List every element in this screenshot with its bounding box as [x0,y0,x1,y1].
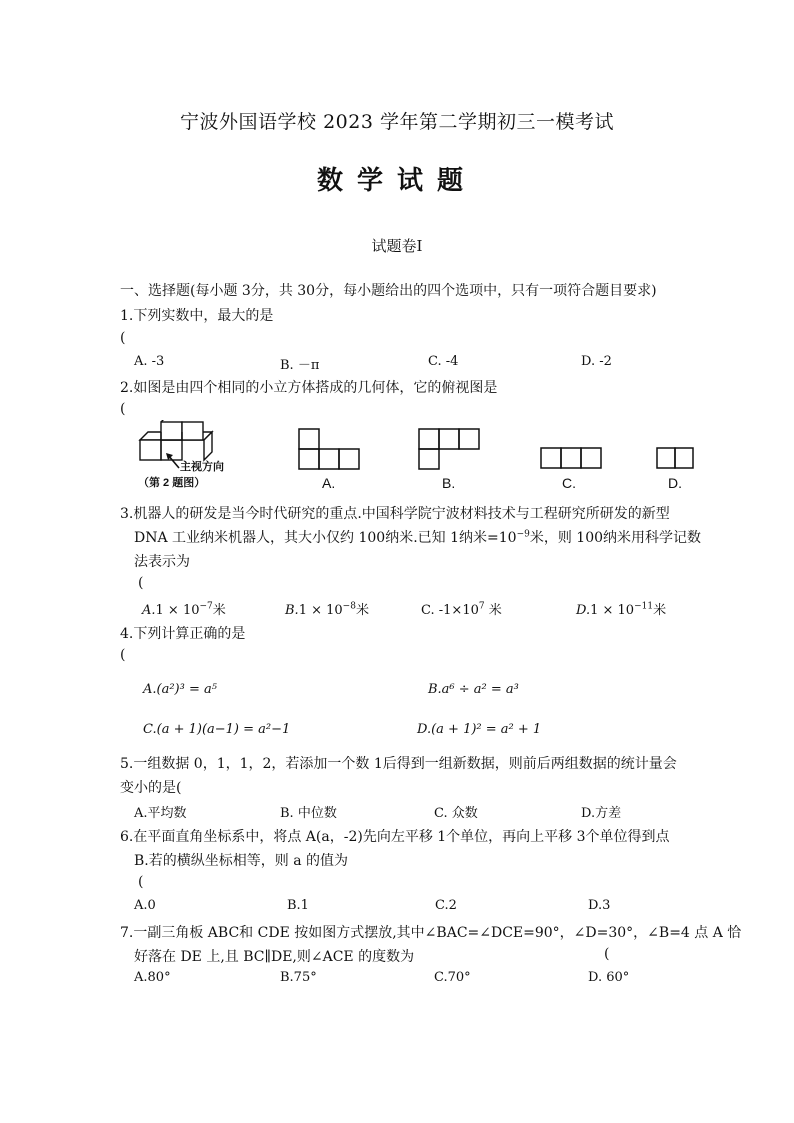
option-d-top-view [655,446,697,470]
question-1-option-d: D. -2 [581,354,612,369]
question-4-stem: 4.下列计算正确的是 [120,626,246,642]
question-7-stem-line-2: 好落在 DE 上,且 BC∥DE,则∠ACE 的度数为 [134,949,415,965]
question-3-stem-line-2: DNA 工业纳米机器人，其大小仅约 100纳米.已知 1纳米$=10^{-9}$米，则 100纳米用科学记数 [134,529,702,546]
question-5-option-c: C. 众数 [434,806,478,821]
subject-title: 数学试题 [316,166,477,196]
question-7-option-b: B.75° [280,970,317,985]
question-3-stem-line-3: 法表示为 [134,554,190,570]
question-6-option-d: D.3 [588,898,611,913]
question-7-answer-paren: ( [604,946,610,962]
option-c-label: C. [562,475,576,491]
question-5-stem-line-2: 变小的是( [120,780,182,796]
question-3-option-a: $A.1 \times 10^{-7}$米 [142,601,226,618]
question-5-option-d: D.方差 [581,806,622,821]
section-title: 一、选择题(每小题 3分，共 30分，每小题给出的四个选项中，只有一项符合题目要求) [120,283,657,299]
question-6-option-a: A.0 [134,898,156,913]
question-6-option-c: C.2 [435,898,457,913]
question-3-option-c: C. $-1\times 10^7$ 米 [421,601,502,618]
option-a-top-view [297,427,361,471]
question-5-option-b: B. 中位数 [280,806,337,821]
paper-label: 试题卷Ⅰ [371,237,423,255]
question-7-option-a: A.80° [134,970,171,985]
question-5-option-a: A.平均数 [134,806,187,821]
question-1-stem: 1.下列实数中，最大的是 [120,308,274,324]
question-1-answer-paren: ( [120,330,126,346]
school-title: 宁波外国语学校 2023 学年第二学期初三一模考试 [180,111,614,133]
question-3-answer-paren: ( [138,575,144,591]
question-4-answer-paren: ( [120,647,126,663]
question-1-option-a: A. -3 [134,354,165,369]
question-3-option-b: $B.1 \times 10^{-8}$米 [285,601,369,618]
option-b-top-view [417,427,481,471]
question-1-option-c: C. -4 [428,354,459,369]
question-2-answer-paren: ( [120,401,126,417]
question-4-option-c: C.(a + 1)(a−1) = a²−1 [143,722,291,737]
question-6-option-b: B.1 [287,898,309,913]
question-7-option-c: C.70° [434,970,471,985]
option-d-label: D. [668,475,682,491]
question-4-option-a: A.(a²)³ = a⁵ [143,682,217,697]
question-5-stem-line-1: 5.一组数据 0，1，1，2，若添加一个数 1后得到一组新数据，则前后两组数据的统计量会 [120,756,677,772]
question-7-option-d: D. 60° [588,970,630,985]
question-6-stem-line-2: B.若的横纵坐标相等，则 a 的值为 [134,853,348,869]
view-direction-arrow [165,452,181,470]
figure-2-caption: （第 2 题图） [138,477,206,489]
option-c-top-view [539,446,603,470]
option-a-label: A. [322,475,336,491]
question-3-option-d: $D.1 \times 10^{-11}$米 [576,601,667,618]
option-b-label: B. [442,475,456,491]
question-1-option-b: B. －π [280,358,320,373]
question-3-stem-line-1: 3.机器人的研发是当今时代研究的重点.中国科学院宁波材料技术与工程研究所研发的新型 [120,506,670,522]
question-4-option-b: B.a⁶ ÷ a² = a³ [428,682,519,697]
question-2-stem: 2.如图是由四个相同的小立方体搭成的几何体，它的俯视图是 [120,380,498,396]
question-4-option-d: D.(a + 1)² = a² + 1 [417,722,542,737]
question-6-stem-line-1: 6.在平面直角坐标系中，将点 A(a，-2)先向左平移 1个单位，再向上平移 3个单位得到点 [120,829,670,845]
view-direction-label: 主视方向 [180,461,224,473]
question-6-answer-paren: ( [138,874,144,890]
question-7-stem-line-1: 7.一副三角板 ABC和 CDE 按如图方式摆放,其中∠BAC=∠DCE=90°，∠D=30°，∠B=4 点 A 恰 [120,925,742,941]
cube-solid-figure [136,420,228,462]
